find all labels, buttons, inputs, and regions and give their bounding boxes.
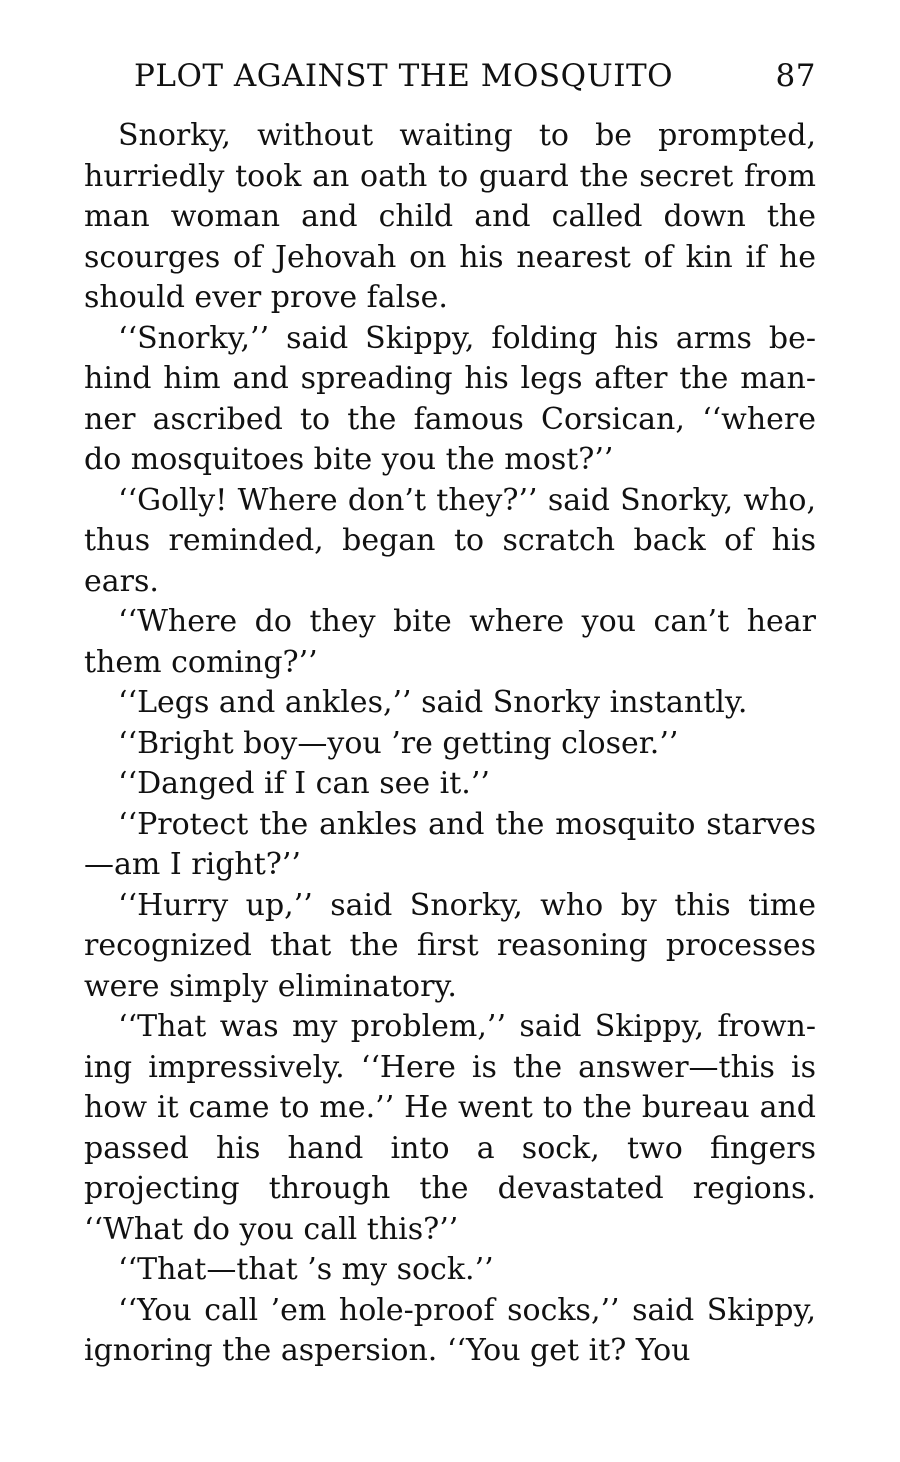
paragraph: ‘‘Hurry up,’’ said Snorky, who by this time recognized that the first reasoning processes were simply eliminatory. bbox=[84, 887, 816, 1004]
book-page bbox=[84, 58, 816, 1372]
paragraph: ‘‘Bright boy—you ’re getting closer.’’ bbox=[118, 725, 679, 761]
paragraph: ‘‘You call ’em hole-proof socks,’’ said Skippy, ignoring the aspersion. ‘‘You get it? You bbox=[84, 1292, 816, 1368]
paragraph: ‘‘Protect the ankles and the mosquito starves —am I right?’’ bbox=[84, 806, 816, 882]
paragraph: Snorky, without waiting to be prompted, hurriedly took an oath to guard the secret from man woman and child and called down the scourges of Jehovah on his nearest of kin if he should ever prove false. bbox=[84, 118, 816, 315]
paragraph: ‘‘Golly! Where don’t they?’’ said Snorky, who, thus reminded, began to scratch back of his ears. bbox=[84, 482, 816, 599]
paragraph: ‘‘Legs and ankles,’’ said Snorky instantly. bbox=[118, 685, 748, 720]
running-head bbox=[84, 58, 816, 116]
paragraph: ‘‘Snorky,’’ said Skippy, folding his arms behind him and spreading his legs after the manner ascribed to the famous Corsican, ‘‘where do mosquitoes bite you the most?’’ bbox=[84, 320, 816, 477]
paragraph: ‘‘That—that ’s my sock.’’ bbox=[118, 1252, 494, 1287]
paragraph: ‘‘Where do they bite where you can’t hear them coming?’’ bbox=[84, 604, 816, 680]
body-text bbox=[84, 116, 816, 1372]
paragraph: ‘‘That was my problem,’’ said Skippy, frowning impressively. ‘‘Here is the answer—this is how it came to me.’’ He went to the bureau and passed his hand into a sock, two fingers projecting through the devastated regions. ‘‘What do you call this?’’ bbox=[84, 1009, 816, 1247]
paragraph: ‘‘Danged if I can see it.’’ bbox=[118, 766, 490, 801]
page-number: 87 bbox=[775, 58, 816, 94]
chapter-title: PLOT AGAINST THE MOSQUITO bbox=[134, 58, 674, 94]
